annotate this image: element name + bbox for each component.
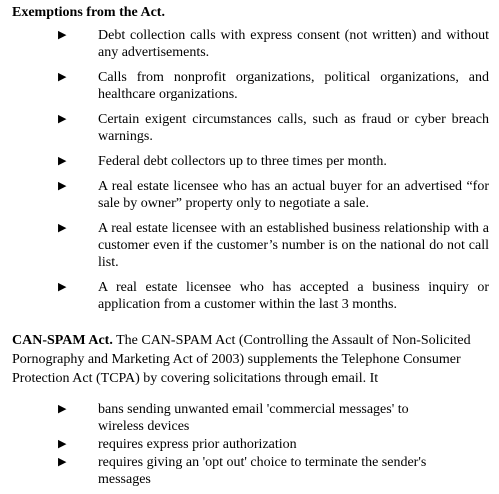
list-item-text: Debt collection calls with express consent (not written) and without any advertisements. bbox=[98, 28, 489, 60]
bullet-arrow-icon: ▶ bbox=[58, 222, 67, 234]
canspam-list bbox=[0, 401, 499, 489]
exemptions-list bbox=[0, 27, 499, 321]
list-item-text: A real estate licensee who has accepted a business inquiry or application from a customer within the last 3 months. bbox=[98, 280, 489, 312]
exemptions-heading: Exemptions from the Act. bbox=[12, 5, 165, 20]
list-item bbox=[0, 153, 499, 170]
bullet-arrow-icon: ▶ bbox=[58, 29, 67, 41]
list-item-text: Certain exigent circumstances calls, such as fraud or cyber breach warnings. bbox=[98, 112, 489, 144]
bullet-arrow-icon: ▶ bbox=[58, 403, 67, 415]
bullet-arrow-icon: ▶ bbox=[58, 180, 67, 192]
list-item bbox=[0, 220, 499, 271]
list-item bbox=[0, 27, 499, 61]
list-item-text: requires giving an 'opt out' choice to terminate the sender's messages bbox=[98, 455, 427, 487]
canspam-paragraph bbox=[12, 331, 490, 388]
list-item-text: Calls from nonprofit organizations, political organizations, and healthcare organizations. bbox=[98, 70, 489, 102]
bullet-arrow-icon: ▶ bbox=[58, 438, 67, 450]
bullet-arrow-icon: ▶ bbox=[58, 113, 67, 125]
bullet-arrow-icon: ▶ bbox=[58, 155, 67, 167]
list-item-text: Federal debt collectors up to three times per month. bbox=[98, 154, 387, 169]
list-item-text: bans sending unwanted email 'commercial messages' to wireless devices bbox=[98, 402, 409, 434]
list-item bbox=[0, 279, 499, 313]
list-item-text: A real estate licensee who has an actual buyer for an advertised “for sale by owner” property only to negotiate a sale. bbox=[98, 179, 489, 211]
list-item bbox=[0, 454, 499, 488]
bullet-arrow-icon: ▶ bbox=[58, 281, 67, 293]
canspam-text: The CAN-SPAM Act (Controlling the Assault of Non-Solicited Pornography and Marketing Act of 2003) supplements the Telephone Consumer Protection Act (TCPA) by covering solicitations through email. It bbox=[12, 333, 471, 386]
list-item bbox=[0, 111, 499, 145]
list-item-text: requires express prior authorization bbox=[98, 437, 297, 452]
list-item bbox=[0, 178, 499, 212]
list-item bbox=[0, 401, 499, 435]
list-item bbox=[0, 69, 499, 103]
canspam-title: CAN-SPAM Act. bbox=[12, 333, 113, 348]
list-item-text: A real estate licensee with an established business relationship with a customer even if the customer’s number is on the national do not call list. bbox=[98, 221, 489, 270]
bullet-arrow-icon: ▶ bbox=[58, 456, 67, 468]
list-item bbox=[0, 436, 499, 453]
bullet-arrow-icon: ▶ bbox=[58, 71, 67, 83]
